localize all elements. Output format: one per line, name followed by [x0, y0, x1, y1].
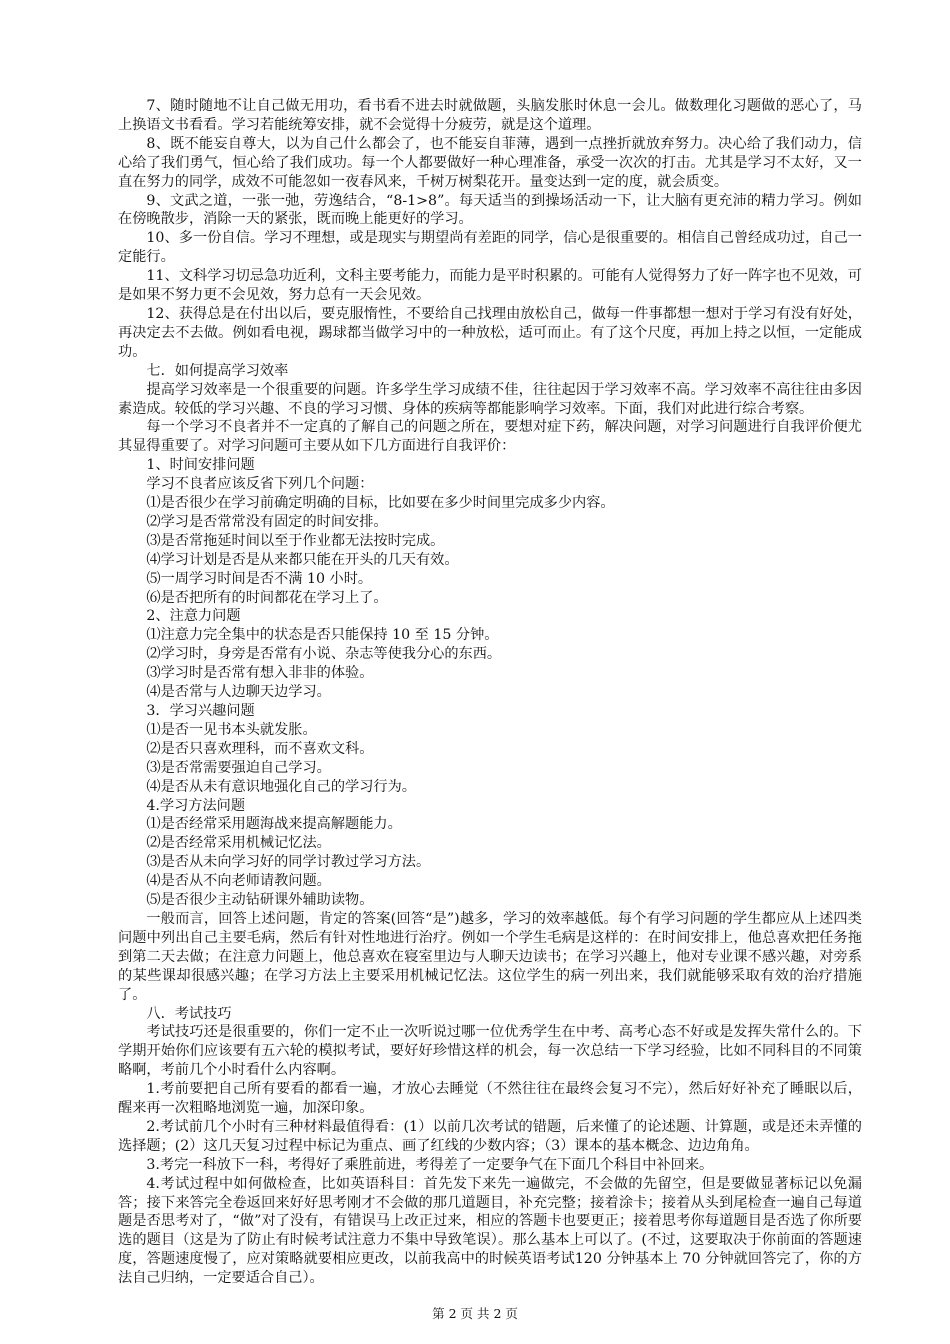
paragraph: ⑶是否常拖延时间以至于作业都无法按时完成。	[146, 532, 445, 549]
paragraph: ⑶是否常需要强迫自己学习。	[146, 759, 331, 776]
paragraph: ⑵是否只喜欢理科，而不喜欢文科。	[146, 740, 374, 757]
paragraph: ⑶是否从未向学习好的同学讨教过学习方法。	[146, 854, 431, 871]
paragraph: 4.学习方法问题	[146, 797, 246, 814]
paragraph: 一般而言，回答上述问题，肯定的答案(回答“是”)越多，学习的效率越低。每个有学习问题的学生都应从上述四类问题中列出自己主要毛病，然后有针对性地进行治疗。例如一个学生毛病是这样的：在时间安排上，他总喜欢把任务拖到第二天去做；在注意力问题上，他总喜欢在寝室里边与人聊天边读书；在学习兴趣上，他对专业课不感兴趣，对旁系的某些课却很感兴趣；在学习方法上主要采用机械记忆法。这位学生的病一列出来，我们就能够采取有效的治疗措施了。	[118, 910, 862, 1003]
paragraph: ⑷学习计划是否是从来都只能在开头的几天有效。	[146, 551, 459, 568]
paragraph: ⑸一周学习时间是否不满 10 小时。	[146, 570, 373, 587]
paragraph: ⑴是否经常采用题海战来提高解题能力。	[146, 816, 402, 833]
paragraph: 10、多一份自信。学习不理想，或是现实与期望尚有差距的同学，信心是很重要的。相信自己曾经成功过，自己一定能行。	[118, 230, 862, 266]
paragraph: ⑵学习时，身旁是否常有小说、杂志等使我分心的东西。	[146, 646, 502, 663]
paragraph: ⑴是否一见书本头就发胀。	[146, 721, 317, 738]
paragraph: ⑷是否从未有意识地强化自己的学习行为。	[146, 778, 416, 795]
paragraph: 7、随时随地不让自己做无用功，看书看不进去时就做题，头脑发胀时休息一会儿。做数理化习题做的恶心了，马上换语文书看看。学习若能统筹安排，就不会觉得十分疲劳，就是这个道理。	[118, 98, 862, 133]
paragraph: 1、时间安排问题	[146, 457, 255, 474]
paragraph: ⑵学习是否常常没有固定的时间安排。	[146, 513, 388, 530]
paragraph: 11、文科学习切忌急功近利，文科主要考能力，而能力是平时积累的。可能有人觉得努力了好一阵字也不见效，可是如果不努力更不会见效，努力总有一天会见效。	[118, 268, 862, 304]
paragraph: 4.考试过程中如何做检查，比如英语科目：首先发下来先一遍做完，不会做的先留空，但是要做显著标记以免漏答；接下来答完全卷返回来好好思考刚才不会做的那几道题目，补充完整；接着涂卡；接着从头到尾检查一遍自己每道题是否思考对了，“做”对了没有，有错误马上改正过来，相应的答题卡也要更正；接着思考你每道题目是否选了你所要选的题目（这是为了防止有时候考试注意力不集中导致笔误）。那么基本上可以了。(不过，这要取决于你前面的答题速度，答题速度慢了，应对策略就要相应更改，以前我高中的时候英语考试120 分钟基本上 70 分钟就回答完了，你的方法自己归纳，一定要适合自己）。	[118, 1175, 862, 1287]
paragraph: 8、既不能妄自尊大，以为自己什么都会了，也不能妄自菲薄，遇到一点挫折就放弃努力。决心给了我们动力，信心给了我们勇气，恒心给了我们成功。每一个人都要做好一种心理准备，承受一次次的打击。尤其是学习不太好，又一直在努力的同学，成效不可能忽如一夜春风来，千树万树梨花开。量变达到一定的度，就会质变。	[118, 135, 862, 190]
paragraph: 12、获得总是在付出以后，要克服惰性，不要给自己找理由放松自己，做每一件事都想一想对于学习有没有好处，再决定去不去做。例如看电视，踢球都当做学习中的一种放松，适可而止。有了这个尺度，再加上持之以恒，一定能成功。	[118, 305, 862, 360]
paragraph: ⑵是否经常采用机械记忆法。	[146, 835, 331, 852]
paragraph: 七．如何提高学习效率	[146, 362, 289, 379]
paragraph: ⑷是否从不向老师请教问题。	[146, 873, 331, 890]
paragraph: 3.考完一科放下一科，考得好了乘胜前进，考得差了一定要争气在下面几个科目中补回来。	[146, 1156, 714, 1173]
paragraph: 八．考试技巧	[146, 1005, 232, 1022]
paragraph: 考试技巧还是很重要的，你们一定不止一次听说过哪一位优秀学生在中考、高考心态不好或是发挥失常什么的。下学期开始你们应该要有五六轮的模拟考试，要好好珍惜这样的机会，每一次总结一下学习经验，比如不同科目的不同策略啊，考前几个小时看什么内容啊。	[118, 1024, 862, 1079]
paragraph: ⑴注意力完全集中的状态是否只能保持 10 至 15 分钟。	[146, 627, 499, 644]
document-body	[118, 97, 862, 1288]
paragraph: ⑹是否把所有的时间都花在学习上了。	[146, 589, 388, 606]
paragraph: 1.考前要把自己所有要看的都看一遍，才放心去睡觉（不然往往在最终会复习不完），然后好好补充了睡眠以后，醒来再一次粗略地浏览一遍，加深印象。	[118, 1081, 862, 1117]
paragraph: 2.考试前几个小时有三种材料最值得看：(1）以前几次考试的错题，后来懂了的论述题、计算题，或是还未弄懂的选择题；(2）这几天复习过程中标记为重点、画了红线的少数内容；（3）课本的基本概念、边边角角。	[118, 1118, 862, 1154]
paragraph: ⑸是否很少主动钻研课外辅助读物。	[146, 892, 374, 909]
paragraph: 提高学习效率是一个很重要的问题。许多学生学习成绩不佳，往往起因于学习效率不高。学习效率不高往往由多因素造成。较低的学习兴趣、不良的学习习惯、身体的疾病等都能影响学习效率。下面，我们对此进行综合考察。	[118, 381, 862, 417]
paragraph: 学习不良者应该反省下列几个问题：	[146, 476, 374, 493]
paragraph: ⑷是否常与人边聊天边学习。	[146, 684, 331, 701]
page-footer: 第 2 页 共 2 页	[432, 1306, 518, 1321]
paragraph: ⑶学习时是否常有想入非非的体验。	[146, 665, 374, 682]
paragraph: 每一个学习不良者并不一定真的了解自己的问题之所在，要想对症下药，解决问题，对学习问题进行自我评价便尤其显得重要了。对学习问题可主要从如下几方面进行自我评价：	[118, 419, 862, 455]
paragraph: 3．学习兴趣问题	[146, 703, 255, 719]
paragraph: 2、注意力问题	[146, 608, 241, 625]
paragraph: ⑴是否很少在学习前确定明确的目标，比如要在多少时间里完成多少内容。	[146, 495, 615, 512]
paragraph: 9、文武之道，一张一弛，劳逸结合，“8-1>8”。每天适当的到操场活动一下，让大脑有更充沛的精力学习。例如在傍晚散步，消除一天的紧张，既而晚上能更好的学习。	[118, 192, 862, 228]
